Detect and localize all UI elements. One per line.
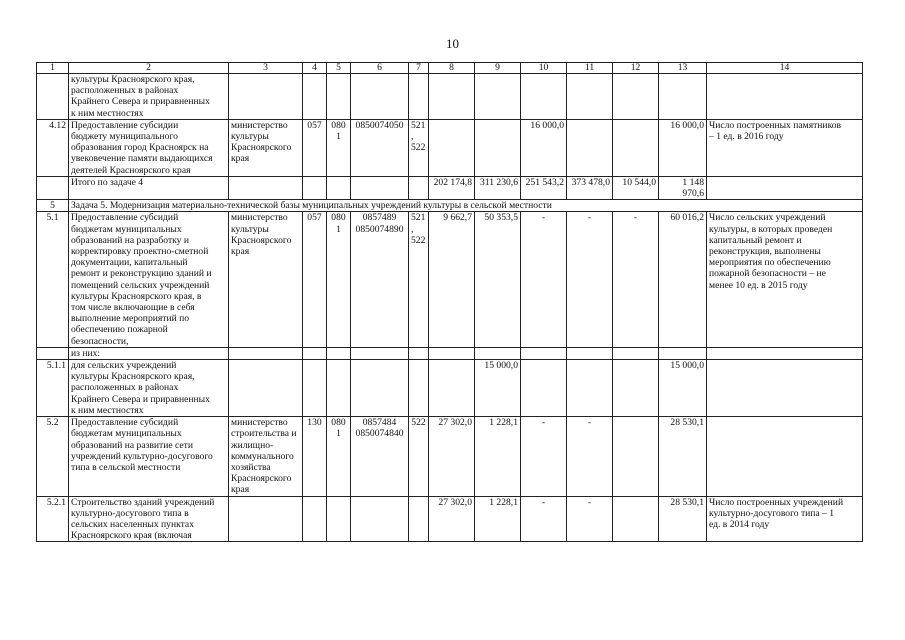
vr-code: 522 [409, 417, 429, 496]
measure-name: Предоставление субсидий бюджетам муниципальных образований на развитие сети учреждений культурно-досугового типа в сельской местности [69, 417, 229, 496]
value-cell: 16 000,0 [521, 119, 567, 176]
col-num-header: 8 [429, 63, 475, 74]
vr-code: 521, 522 [409, 119, 429, 176]
table-row [37, 119, 863, 176]
total-cell: 15 000,0 [659, 360, 707, 417]
table-row [37, 347, 863, 359]
program-table [36, 62, 863, 542]
col-num-header: 4 [303, 63, 327, 74]
row-number: 5.1.1 [37, 360, 69, 417]
value-cell: 1 228,1 [475, 417, 521, 496]
result-description: Число сельских учреждений культуры, в которых проведен капитальный ремонт и реконструкция, выполнены мероприятия по обеспечению пожарной безопасности – не менее 10 ед. в 2015 году [707, 212, 863, 347]
measure-name: Предоставление субсидии бюджету муниципального образования город Красноярск на увековечение памяти выдающихся деятелей Красноярского края [69, 119, 229, 176]
rzpr-code: 0801 [327, 212, 351, 347]
total-cell: 28 530,1 [659, 417, 707, 496]
col-num-header: 11 [567, 63, 613, 74]
csr-code: 0857484 0850074840 [351, 417, 409, 496]
value-cell: 15 000,0 [475, 360, 521, 417]
total-cell: 16 000,0 [659, 119, 707, 176]
result-description: Число построенных учреждений культурно-досугового типа – 1 ед. в 2014 году [707, 496, 863, 542]
col-num-header: 5 [327, 63, 351, 74]
grbs-code: 057 [303, 212, 327, 347]
page-number: 10 [446, 36, 459, 51]
col-num-header: 12 [613, 63, 659, 74]
col-num-header: 3 [229, 63, 303, 74]
table-row [37, 360, 863, 417]
value-cell: - [613, 212, 659, 347]
value-cell: 27 302,0 [429, 496, 475, 542]
row-number: 5 [37, 200, 69, 212]
value-cell: 251 543,2 [521, 176, 567, 199]
table-row [37, 496, 863, 542]
measure-name: Строительство зданий учреждений культурно-досугового типа в сельских населенных пунктах Красноярского края (включая [69, 496, 229, 542]
grbs-code: 057 [303, 119, 327, 176]
value-cell: - [567, 212, 613, 347]
value-cell: 27 302,0 [429, 417, 475, 496]
value-cell: - [521, 496, 567, 542]
measure-name: Предоставление субсидий бюджетам муниципальных образований на разработку и корректировку проектно-сметной документации, капитальный ремонт и реконструкцию зданий и помещений сельских учреждений культуры Красноярского края, в том числе включающие в себя выполнение мероприятий по обеспечению пожарной безопасности, [69, 212, 229, 347]
total-cell: 1 148 970,6 [659, 176, 707, 199]
task-row [37, 200, 863, 212]
col-num-header: 13 [659, 63, 707, 74]
executor: министерство строительства и жилищно- коммунального хозяйства Красноярского края [229, 417, 303, 496]
csr-code: 0850074050 [351, 119, 409, 176]
table-row [37, 176, 863, 199]
total-cell: 60 016,2 [659, 212, 707, 347]
value-cell: 10 544,0 [613, 176, 659, 199]
executor: министерство культуры Красноярского края [229, 119, 303, 176]
row-number: 5.2.1 [37, 496, 69, 542]
task-title: Задача 5. Модернизация материально-технической базы муниципальных учреждений культуры в сельской местности [69, 200, 863, 212]
col-num-header: 10 [521, 63, 567, 74]
value-cell: 50 353,5 [475, 212, 521, 347]
col-num-header: 6 [351, 63, 409, 74]
col-num-header: 2 [69, 63, 229, 74]
value-cell: - [521, 212, 567, 347]
value-cell: 311 230,6 [475, 176, 521, 199]
col-num-header: 1 [37, 63, 69, 74]
executor: министерство культуры Красноярского края [229, 212, 303, 347]
value-cell: - [567, 417, 613, 496]
rzpr-code: 0801 [327, 417, 351, 496]
vr-code: 521, 522 [409, 212, 429, 347]
col-num-header: 7 [409, 63, 429, 74]
column-number-row [37, 63, 863, 74]
csr-code: 0857489 0850074890 [351, 212, 409, 347]
value-cell: 202 174,8 [429, 176, 475, 199]
subitem-label: из них: [69, 347, 229, 359]
total-label: Итого по задаче 4 [69, 176, 229, 199]
total-cell: 28 530,1 [659, 496, 707, 542]
table-row [37, 417, 863, 496]
grbs-code: 130 [303, 417, 327, 496]
col-num-header: 9 [475, 63, 521, 74]
value-cell: 9 662,7 [429, 212, 475, 347]
value-cell: 1 228,1 [475, 496, 521, 542]
value-cell: 373 478,0 [567, 176, 613, 199]
row-number: 5.1 [37, 212, 69, 347]
row-number: 4.12 [37, 119, 69, 176]
value-cell: - [567, 496, 613, 542]
col-num-header: 14 [707, 63, 863, 74]
row-number: 5.2 [37, 417, 69, 496]
table-row [37, 212, 863, 347]
measure-name: культуры Красноярского края, расположенных в районах Крайнего Севера и приравненных к ним местностях [69, 74, 229, 120]
table-row [37, 74, 863, 120]
rzpr-code: 0801 [327, 119, 351, 176]
result-description: Число построенных памятников – 1 ед. в 2016 году [707, 119, 863, 176]
measure-name: для сельских учреждений культуры Красноярского края, расположенных в районах Крайнего Севера и приравненных к ним местностях [69, 360, 229, 417]
value-cell: - [521, 417, 567, 496]
